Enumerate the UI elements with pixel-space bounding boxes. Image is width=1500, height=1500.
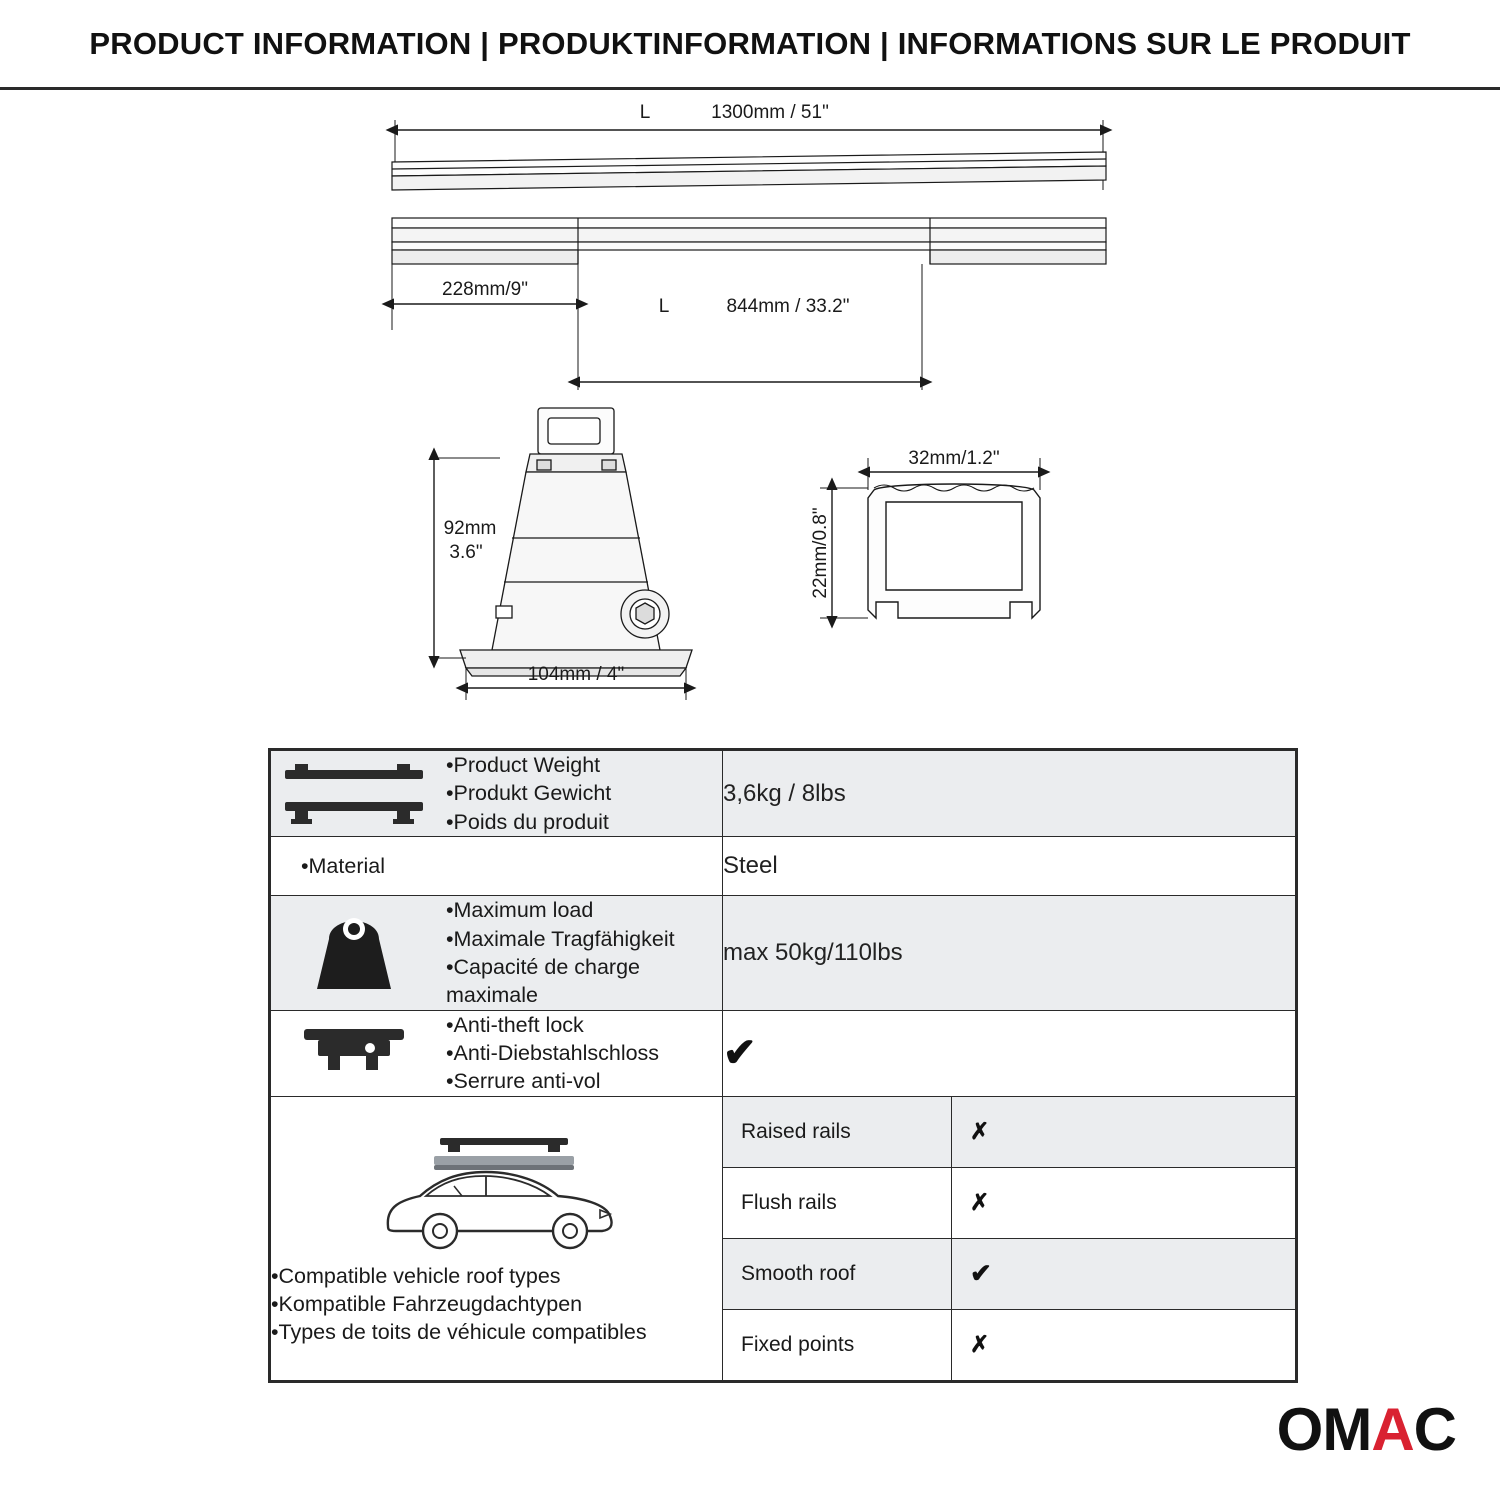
svg-text:32mm/1.2": 32mm/1.2" [908,448,1000,469]
page-title: PRODUCT INFORMATION | PRODUKTINFORMATION | INFORMATIONS SUR LE PRODUIT [89,25,1411,61]
compat-label-line: •Types de toits de véhicule compatibles [271,1319,647,1344]
spec-label-line: •Maximale Tragfähigkeit [446,926,675,951]
svg-text:1300mm / 51": 1300mm / 51" [711,102,829,123]
table-row [271,1096,1296,1380]
compat-mark [952,1097,1296,1168]
technical-drawings [0,90,1500,740]
spec-value-maxload: max 50kg/110lbs [723,896,1296,1011]
compatibility-label-cell [271,1096,723,1380]
table-row [271,837,1296,896]
logo-letter-m: M [1322,1396,1372,1463]
spec-label-line: •Anti-theft lock [446,1012,584,1037]
spec-label-maxload [446,896,722,1010]
spec-value-weight: 3,6kg / 8lbs [723,751,1296,837]
spec-label-line: •Produkt Gewicht [446,781,612,806]
compat-name: Smooth roof [723,1238,952,1309]
svg-text:22mm/0.8": 22mm/0.8" [810,507,831,599]
spec-label-cell-weight [271,751,723,837]
spec-label-material [271,852,385,880]
compat-name: Raised rails [723,1097,952,1168]
spec-label-weight [446,751,611,836]
compat-mark [952,1238,1296,1309]
checkmark-icon: ✔ [723,1031,757,1076]
crossbars-icon [271,758,436,830]
car-with-rack-icon [271,1130,722,1255]
spec-value-lock [723,1010,1296,1096]
compat-mark [952,1167,1296,1238]
spec-value-material: Steel [723,837,1296,896]
compat-row [723,1238,1295,1309]
compatibility-matrix [723,1096,1296,1380]
compatibility-label [271,1263,722,1347]
svg-text:92mm: 92mm [443,518,497,539]
lock-icon [271,1017,436,1089]
spec-label-line: •Product Weight [446,753,601,777]
spec-label-line: •Capacité de charge maximale [446,954,640,1008]
spec-label-cell-material [271,837,723,896]
spec-label-cell-maxload [271,896,723,1011]
spec-label-lock [446,1011,659,1096]
omac-logo [1277,1395,1456,1464]
logo-letter-o: O [1276,1396,1323,1463]
cross-icon: ✗ [970,1118,990,1145]
compat-row [723,1309,1295,1380]
spec-label-line: •Serrure anti-vol [446,1069,601,1094]
compat-name: Flush rails [723,1167,952,1238]
checkmark-icon: ✔ [970,1258,992,1289]
spec-label-line: •Material [301,853,385,878]
specification-table [268,748,1298,1383]
table-row [271,1010,1296,1096]
logo-letter-c: C [1413,1396,1456,1463]
compat-name: Fixed points [723,1309,952,1380]
svg-text:3.6": 3.6" [449,542,483,563]
logo-letter-a: A [1371,1396,1414,1463]
spec-label-line: •Poids du produit [446,809,609,834]
spec-label-cell-lock [271,1010,723,1096]
compat-label-line: •Kompatible Fahrzeugdachtypen [271,1291,583,1316]
compat-row [723,1167,1295,1238]
cross-icon: ✗ [970,1331,990,1358]
svg-text:228mm/9": 228mm/9" [442,279,528,300]
weight-icon [271,909,436,997]
compat-mark [952,1309,1296,1380]
spec-label-line: •Anti-Diebstahlschloss [446,1041,660,1065]
svg-text:104mm / 4": 104mm / 4" [527,664,625,685]
svg-text:L: L [639,102,651,123]
table-row [271,896,1296,1011]
table-row [271,751,1296,837]
spec-label-line: •Maximum load [446,898,594,923]
svg-text:844mm / 33.2": 844mm / 33.2" [726,296,850,317]
compat-label-line: •Compatible vehicle roof types [271,1263,561,1288]
compat-row [723,1097,1295,1168]
cross-icon: ✗ [970,1189,990,1216]
page-header [0,0,1500,90]
svg-text:L: L [658,296,670,317]
